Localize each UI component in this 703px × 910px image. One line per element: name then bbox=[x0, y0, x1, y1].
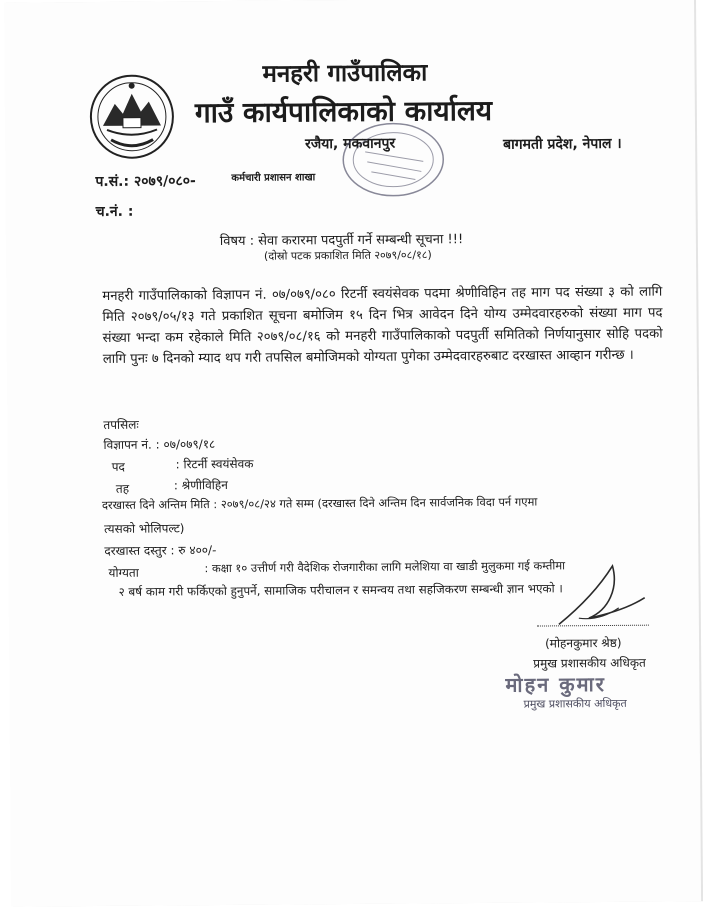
reference-number: प.सं.: २०७९/०८०- bbox=[95, 173, 196, 190]
deadline-line-1: दरखास्त दिने अन्तिम मिति : २०७९/०८/२४ गते सम्म (दरखास्त दिने अन्तिम दिन सार्वजनिक विदा पर्न गएमा bbox=[101, 494, 538, 512]
body-paragraph: मनहरी गाउँपालिकाको विज्ञापन नं. ०७/०७९/०८० रिटर्नी स्वयंसेवक पदमा श्रेणीविहिन तह माग पद संख्या ३ को लागि मिति २०७९/०५/१३ गते प्रकाशित सूचना बमोजिम १५ दिन भित्र आवेदन दिने योग्य उम्मेदवारहरुको संख्या माग पद संख्या भन्दा कम रहेकाले मिति २०७९/०८/१६ को मनहरी गाउँपालिकाको पदपुर्ती समितिको निर्णयानुसार सोहि पदको लागि पुनः ७ दिनको म्याद थप गरी तपसिल बमोजिमको योग्यता पुगेका उम्मेदवारहरुबाट दरखास्त आव्हान गरीन्छ । bbox=[102, 284, 663, 367]
title-stamp: प्रमुख प्रशासकीय अधिकृत bbox=[523, 696, 627, 711]
municipality-name: मनहरी गाउँपालिका bbox=[262, 58, 428, 88]
province-name: बागमती प्रदेश, नेपाल । bbox=[503, 135, 622, 153]
publication-note: (दोस्रो पटक प्रकाशित मिति २०७९/०८/१८) bbox=[263, 248, 432, 263]
post-label: पद bbox=[111, 459, 125, 474]
application-fee: दरखास्त दस्तुर : रु ४००/- bbox=[104, 543, 217, 558]
qualification-line-2: २ बर्ष काम गरी फर्किएको हुनुपर्ने, सामाजिक परीचालन र समन्वय तथा सहजिकरण सम्बन्धी ज्ञान भएको । bbox=[118, 581, 563, 599]
deadline-line-2: त्यसको भोलिपल्ट) bbox=[104, 521, 185, 536]
office-round-stamp bbox=[325, 117, 446, 204]
qualification-line-1: : कक्षा १० उत्तीर्ण गरी वैदेशिक रोजगारीका लागि मलेशिया वा खाडी मुलुकमा गई कम्तीमा bbox=[204, 558, 566, 576]
level-label: तह bbox=[115, 481, 130, 496]
signatory-name: (मोहनकुमार श्रेष्ठ) bbox=[545, 635, 622, 651]
municipality-emblem-logo bbox=[89, 73, 176, 160]
ad-number: विज्ञापन नं. : ०७/०७९/१८ bbox=[103, 437, 216, 452]
office-address: रजैया, मकवानपुर bbox=[305, 135, 396, 153]
level-value: : श्रेणीविहिन bbox=[173, 477, 228, 493]
name-stamp: मोहन कुमार bbox=[505, 672, 606, 697]
notice-document bbox=[4, 0, 701, 907]
office-name: गाउँ कार्यपालिकाको कार्यालय bbox=[194, 93, 493, 130]
qualification-label: योग्यता bbox=[108, 565, 139, 580]
details-heading: तपसिलः bbox=[103, 417, 139, 432]
dispatch-number: च.नं. : bbox=[95, 203, 134, 220]
signatory-title: प्रमुख प्रशासकीय अधिकृत bbox=[533, 655, 646, 671]
post-value: : रिटर्नी स्वयंसेवक bbox=[175, 456, 254, 472]
subject-line: विषय : सेवा करारमा पदपुर्ती गर्ने सम्बन्धी सूचना !!! bbox=[219, 232, 464, 250]
branch-name: कर्मचारी प्रशासन शाखा bbox=[231, 172, 316, 184]
handwritten-signature bbox=[548, 558, 649, 633]
